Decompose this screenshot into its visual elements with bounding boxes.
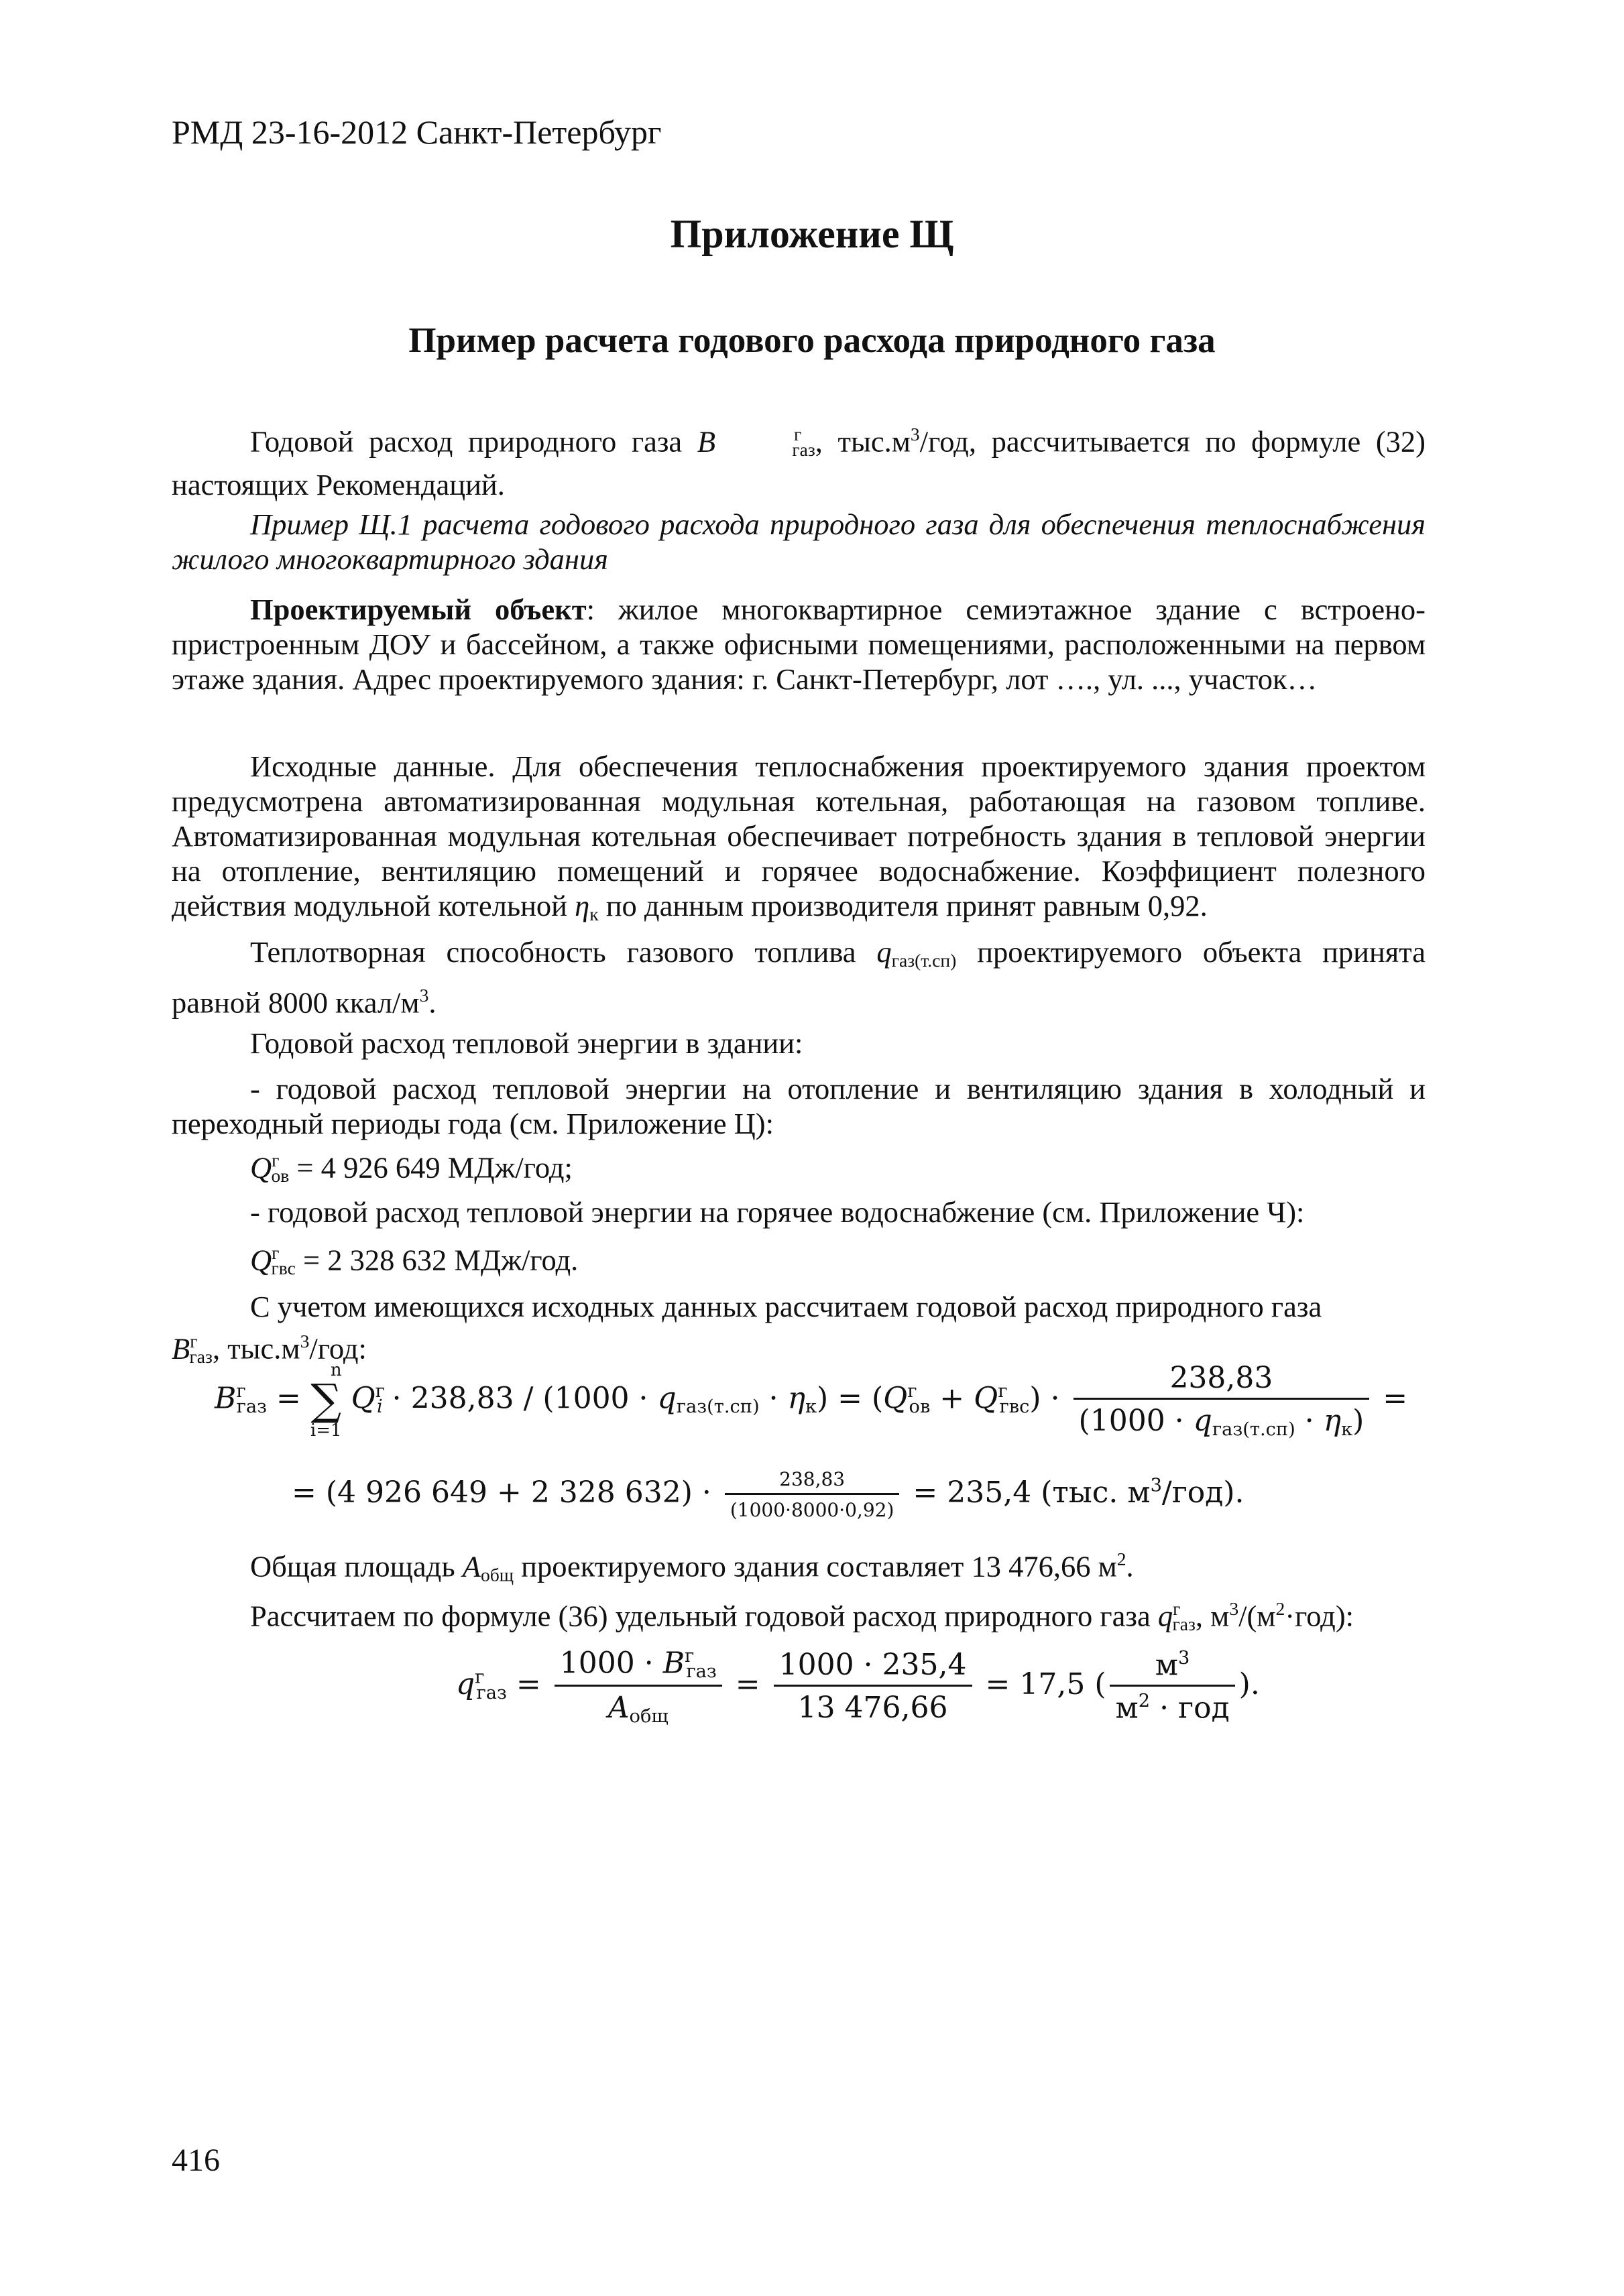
coef-value: 238,83 [410,1381,514,1416]
intro-text: Годовой расход природного газа [250,424,697,459]
annual-heat-title: Годовой расход тепловой энергии в здании: [250,1026,803,1060]
intro-unit: , тыс.м [815,424,911,459]
q-ov-value: = 4 926 649 МДж/год; [289,1150,573,1185]
calc-intro-tail: /год: [309,1331,367,1366]
area-text: Общая площадь [250,1549,463,1583]
unit-fraction: $\frac{м^3}{м^2 \cdot год}$ [1110,1648,1234,1726]
specific-text: Рассчитаем по формуле (36) удельный годовой расход природного газа [250,1599,1158,1633]
heating-item: - годовой расход тепловой энергии на отопление и вентиляцию здания в холодный и переходный периоды года (см. Приложение Ц): [172,1072,1426,1140]
calorific-text: Теплотворная способность газового топлива [250,935,877,969]
specific-result: 17,5 [1019,1667,1086,1701]
calc-intro-text: С учетом имеющихся исходных данных рассчитаем годовой расход природного газа [250,1290,1322,1323]
appendix-title: Приложение Щ [670,212,954,256]
page-number: 416 [172,2142,220,2178]
area-line: Общая площадь $A_{общ}$ проектируемого здания составляет 13 476,66 $м^2$. [250,1549,1134,1585]
gas-result-unit: тыс. м [1052,1475,1151,1510]
sum-sign: n ∑ i=1 [310,1360,342,1441]
specific-unit-mid: /(м [1238,1599,1276,1633]
q-gvs-line: $Q^г_{гвс} = 2$ 328 632 МДж/год. [250,1242,579,1279]
main-formula-result: = (4 926 649 + 2 328 632) · $\frac{238,83}{(1000\cdot 8000\cdot 0,92)}$ = 235,4 (тыс. $м^3/год$). [292,1468,1244,1521]
specific-formula: $q^г_{газ}$ = $\frac{1000 \cdot B^г_{газ}}{A_{общ}}$ = $\frac{1000 \cdot 235,4}{13 476,66}$ = 17,5 ( $\frac{м^3}{м^2 \cdot год}$ ). [456,1646,1260,1727]
thousand-value: 1000 [554,1381,630,1416]
gas-result: 235,4 [947,1475,1032,1510]
object-text: : жилое многоквартирное семиэтажное здание с встроено-пристроенным ДОУ и бассейном, а также офисными помещениями, расположенными на первом этаже здания. Адрес проектируемого здания: г. Санкт-Петербург, лот …., ул. ..., участок… [172,593,1426,696]
specific-unit: , м [1195,1599,1230,1633]
section-title: Пример расчета годового расхода природного газа [408,321,1216,360]
main-fraction: $\frac{238,83}{(1000 \cdot q_{газ(т.сп)} \cdot \eta_к)}$ [1074,1361,1370,1440]
calorific-paragraph: Теплотворная способность газового топлива $q_{газ(т.сп)}$ проектируемого объекта принята равной 8000 ккал/$м^3$. [172,935,1426,1020]
calorific-tail: проектируемого объекта принята равной 8000 ккал/м [172,935,1426,1020]
q-ov-line: $Q^г_{ов} = 4$ 926 649 МДж/год; [250,1150,573,1187]
area-value: проектируемого здания составляет 13 476,66 м [514,1549,1117,1583]
small-fraction: $\frac{238,83}{(1000\cdot 8000\cdot 0,92)}$ [725,1468,900,1521]
main-formula: $B^г_{газ}$ = n ∑ i=1 $Q^г_i \cdot 238,83 / (1000 \cdot q_{газ(т.сп)} \cdot \eta_к) = (Q^г_{ов} + Q^г_{гвс})$ · $\frac{238,83}{(1000 \cdot q_{газ(т.сп)} \cdot \eta_к)}$ = [215,1360,1408,1441]
gvs-value: 2 328 632 [530,1475,681,1510]
specific-line: Рассчитаем по формуле (36) удельный годовой расход природного газа $q^г_{газ}$, $м^3/(м^2\cdot год)$: [250,1598,1354,1635]
example-title: Пример Щ.1 расчета годового расхода природного газа для обеспечения теплоснабжения жилого многоквартирного здания [172,507,1426,576]
calc-intro: С учетом имеющихся исходных данных рассчитаем годовой расход природного газа $B^г_{газ}$, $тыс.м^3$/год: [172,1290,1322,1368]
source-data-tail: по данным производителя принят равным 0,92. [598,889,1208,922]
object-paragraph [172,592,1426,697]
specific-fraction-2: $\frac{1000 \cdot 235,4}{13 476,66}$ [774,1648,972,1725]
q-gvs-value: = 2 328 632 МДж/год. [295,1243,579,1277]
hot-water-item: - годовой расход тепловой энергии на горячее водоснабжение (см. Приложение Ч): [250,1195,1305,1229]
intro-paragraph: Годовой расход природного газа B $^г_{газ}$, $тыс.м^3$/год, рассчитывается по формуле (32) настоящих Рекомендаций. [172,424,1426,502]
specific-unit-end: ·год): [1285,1599,1354,1633]
gas-result-unit-tail: /год). [1161,1475,1244,1510]
source-data-paragraph: Исходные данные. Для обеспечения теплоснабжения проектируемого здания проектом предусмотрена автоматизированная модульная котельная, работающая на газовом топливе. Автоматизированная модульная котельная обеспечивает потребность здания в тепловой энергии на отопление, вентиляцию помещений и горячее водоснабжение. Коэффициент полезного действия модульной котельной $\eta_к$ по данным производителя принят равным 0,92. [172,749,1426,924]
running-header: РМД 23-16-2012 Санкт-Петербург [172,113,662,151]
specific-fraction-1: $\frac{1000 \cdot B^г_{газ}}{A_{общ}}$ [555,1646,722,1727]
intro-tail: /год, рассчитывается по формуле (32) настоящих Рекомендаций. [172,424,1426,502]
area-end: . [1126,1549,1134,1583]
calc-intro-unit: , тыс.м [212,1331,300,1366]
source-data-text: Исходные данные. Для обеспечения теплоснабжения проектируемого здания проектом предусмотрена автоматизированная модульная котельная, работающая на газовом топливе. Автоматизированная модульная котельная обеспечивает потребность здания в тепловой энергии на отопление, вентиляцию помещений и горячее водоснабжение. Коэффициент полезного действия модульной котельной [172,749,1426,922]
object-label: Проектируемый объект [250,593,587,626]
calorific-end: . [428,985,437,1020]
ov-value: 4 926 649 [337,1475,487,1510]
